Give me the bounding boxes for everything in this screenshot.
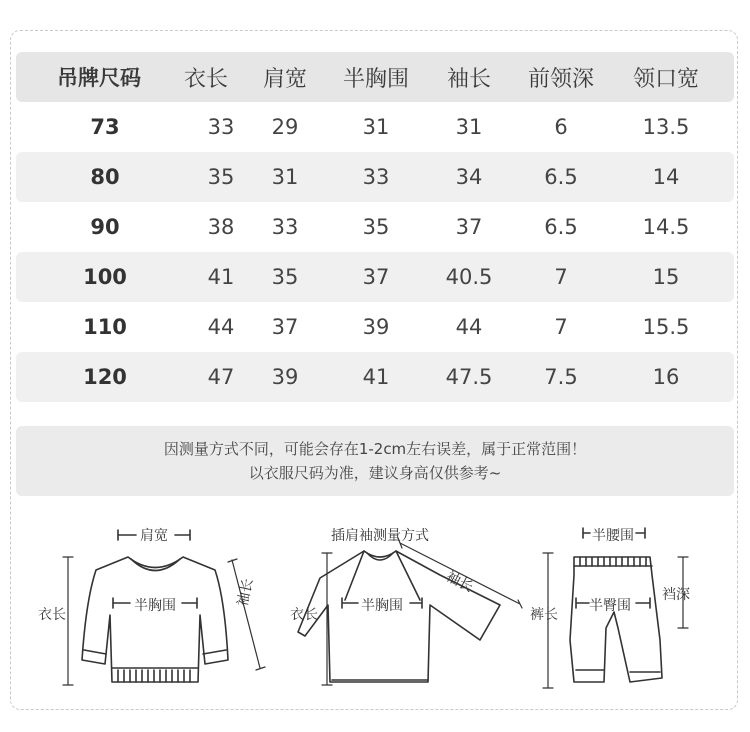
cell-half-chest: 41 — [362, 365, 390, 389]
header-tag-size: 吊牌尺码 — [57, 66, 141, 90]
cell-front-neck-depth: 6.5 — [544, 215, 578, 239]
cell-sleeve: 40.5 — [445, 265, 493, 289]
cell-half-chest: 37 — [362, 265, 390, 289]
label-sleeve-length: 袖长 — [234, 577, 257, 608]
cell-front-neck-depth: 7 — [554, 265, 568, 289]
cell-sleeve: 34 — [455, 165, 483, 189]
cell-sleeve: 31 — [455, 115, 483, 139]
cell-shoulder: 35 — [271, 265, 299, 289]
cell-sleeve: 47.5 — [445, 365, 493, 389]
raglan-illustration — [298, 538, 522, 685]
cell-shoulder: 39 — [271, 365, 299, 389]
header-length: 衣长 — [183, 66, 228, 92]
cell-front-neck-depth: 7.5 — [544, 365, 578, 389]
label-raglan-half-chest: 半胸围 — [361, 598, 403, 614]
header-shoulder: 肩宽 — [262, 66, 307, 92]
label-crotch-depth: 裆深 — [662, 587, 690, 603]
cell-shoulder: 31 — [271, 165, 299, 189]
cell-length: 38 — [207, 215, 235, 239]
header-half-chest: 半胸围 — [342, 66, 409, 92]
cell-neck-width: 14.5 — [642, 215, 690, 239]
cell-size: 80 — [90, 165, 120, 189]
cell-length: 47 — [207, 365, 235, 389]
cell-length: 35 — [207, 165, 235, 189]
cell-size: 110 — [83, 315, 127, 339]
label-raglan-sleeve: 袖长 — [443, 568, 476, 596]
cell-half-chest: 35 — [362, 215, 390, 239]
label-raglan-title: 插肩袖测量方式 — [331, 528, 429, 544]
label-shoulder-width: 肩宽 — [140, 528, 168, 544]
cell-length: 44 — [207, 315, 235, 339]
cell-neck-width: 13.5 — [642, 115, 690, 139]
cell-neck-width: 15.5 — [642, 315, 690, 339]
cell-neck-width: 14 — [652, 165, 680, 189]
cell-shoulder: 29 — [271, 115, 299, 139]
cell-sleeve: 37 — [455, 215, 483, 239]
cell-neck-width: 15 — [652, 265, 680, 289]
header-neck-width: 领口宽 — [632, 66, 699, 92]
cell-half-chest: 33 — [362, 165, 390, 189]
cell-sleeve: 44 — [455, 315, 483, 339]
cell-shoulder: 33 — [271, 215, 299, 239]
cell-front-neck-depth: 6.5 — [544, 165, 578, 189]
label-body-length: 衣长 — [38, 607, 66, 623]
note-line-1: 因测量方式不同，可能会存在1-2cm左右误差，属于正常范围！ — [163, 440, 587, 458]
label-half-waist: 半腰围 — [592, 528, 634, 544]
header-sleeve: 袖长 — [446, 66, 491, 92]
cell-neck-width: 16 — [652, 365, 680, 389]
note-line-2: 以衣服尺码为准，建议身高仅供参考~ — [248, 464, 502, 482]
cell-size: 73 — [90, 115, 120, 139]
cell-half-chest: 39 — [362, 315, 390, 339]
cell-size: 100 — [83, 265, 127, 289]
cell-half-chest: 31 — [362, 115, 390, 139]
label-half-chest: 半胸围 — [134, 598, 176, 614]
cell-front-neck-depth: 6 — [554, 115, 568, 139]
label-half-hip: 半臀围 — [589, 598, 631, 614]
label-raglan-length: 衣长 — [290, 607, 318, 623]
label-pants-length: 裤长 — [530, 607, 558, 623]
cell-size: 90 — [90, 215, 120, 239]
cell-front-neck-depth: 7 — [554, 315, 568, 339]
cell-length: 41 — [207, 265, 235, 289]
cell-size: 120 — [83, 365, 127, 389]
header-front-neck-depth: 前领深 — [527, 66, 594, 92]
cell-length: 33 — [207, 115, 235, 139]
cell-shoulder: 37 — [271, 315, 299, 339]
